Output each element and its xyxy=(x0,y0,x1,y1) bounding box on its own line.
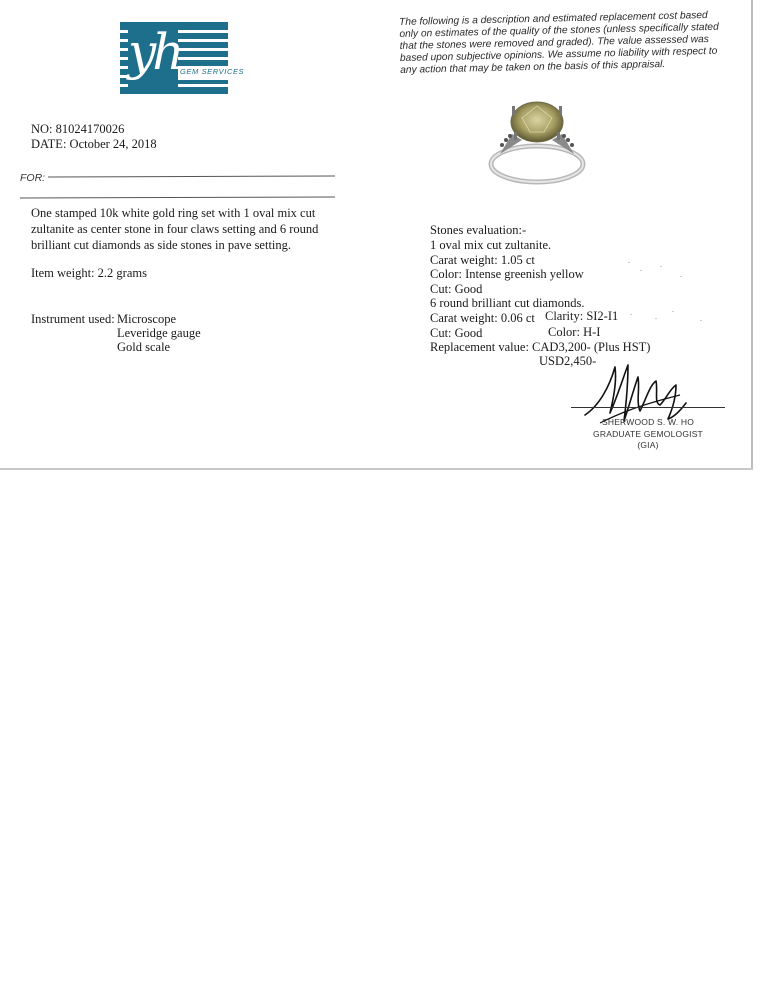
replacement-cad: CAD3,200- (Plus HST) xyxy=(532,340,651,354)
company-logo xyxy=(120,22,245,94)
for-line-2 xyxy=(20,196,335,198)
for-line xyxy=(48,175,335,177)
date-label: DATE: xyxy=(31,137,67,151)
side-color: Color: H-I xyxy=(548,325,601,339)
center-color: Color: Intense greenish yellow xyxy=(430,267,584,281)
instrument-leveridge-gauge: Leveridge gauge xyxy=(117,326,201,340)
side-cut: Cut: Good xyxy=(430,326,483,340)
logo-letters: yh xyxy=(128,23,181,81)
evaluation-heading: Stones evaluation:- xyxy=(430,223,527,237)
page-edge-bottom xyxy=(0,468,753,470)
side-stones: 6 round brilliant cut diamonds. xyxy=(430,296,585,310)
instrument-gold-scale: Gold scale xyxy=(117,340,171,354)
number-value: 81024170026 xyxy=(55,122,125,136)
replacement-usd: USD2,450- xyxy=(539,354,597,368)
appraisal-date xyxy=(31,136,157,152)
disclaimer-text: The following is a description and estimated replacement cost based only on estimates of the quality of the stones (unless specifically stated that the stones were removed and graded). The value assessed was based upon subjective opinions. We assume no liability with respect to any action that may be taken on the basis of this appraisal. xyxy=(399,9,719,76)
for-label: FOR: xyxy=(20,172,46,184)
replacement-label: Replacement value: xyxy=(430,340,529,354)
logo-text: GEM SERVICES xyxy=(180,67,245,76)
date-value: October 24, 2018 xyxy=(69,137,157,151)
signatory-credential: (GIA) xyxy=(637,440,659,450)
center-cut: Cut: Good xyxy=(430,282,483,296)
instrument-microscope: Microscope xyxy=(117,312,177,326)
number-label: NO: xyxy=(31,122,53,136)
ring-photo xyxy=(482,92,592,187)
appraisal-number xyxy=(31,121,124,137)
signatory-title: GRADUATE GEMOLOGIST xyxy=(593,429,703,439)
center-stone: 1 oval mix cut zultanite. xyxy=(430,238,552,252)
side-carat-weight: Carat weight: 0.06 ct xyxy=(430,311,535,325)
center-carat-weight: Carat weight: 1.05 ct xyxy=(430,253,535,267)
side-clarity: Clarity: SI2-I1 xyxy=(545,309,619,323)
page-edge-right xyxy=(751,0,753,470)
item-description: One stamped 10k white gold ring set with 1 oval mix cut zultanite as center stone in four claws setting and 6 round brilliant cut diamonds as side stones in pave setting. xyxy=(31,206,319,252)
signature-line xyxy=(571,407,725,408)
signatory-name: SHERWOOD S. W. HO xyxy=(601,417,695,427)
instruments-label: Instrument used: xyxy=(31,312,115,326)
item-weight: Item weight: 2.2 grams xyxy=(31,266,147,280)
